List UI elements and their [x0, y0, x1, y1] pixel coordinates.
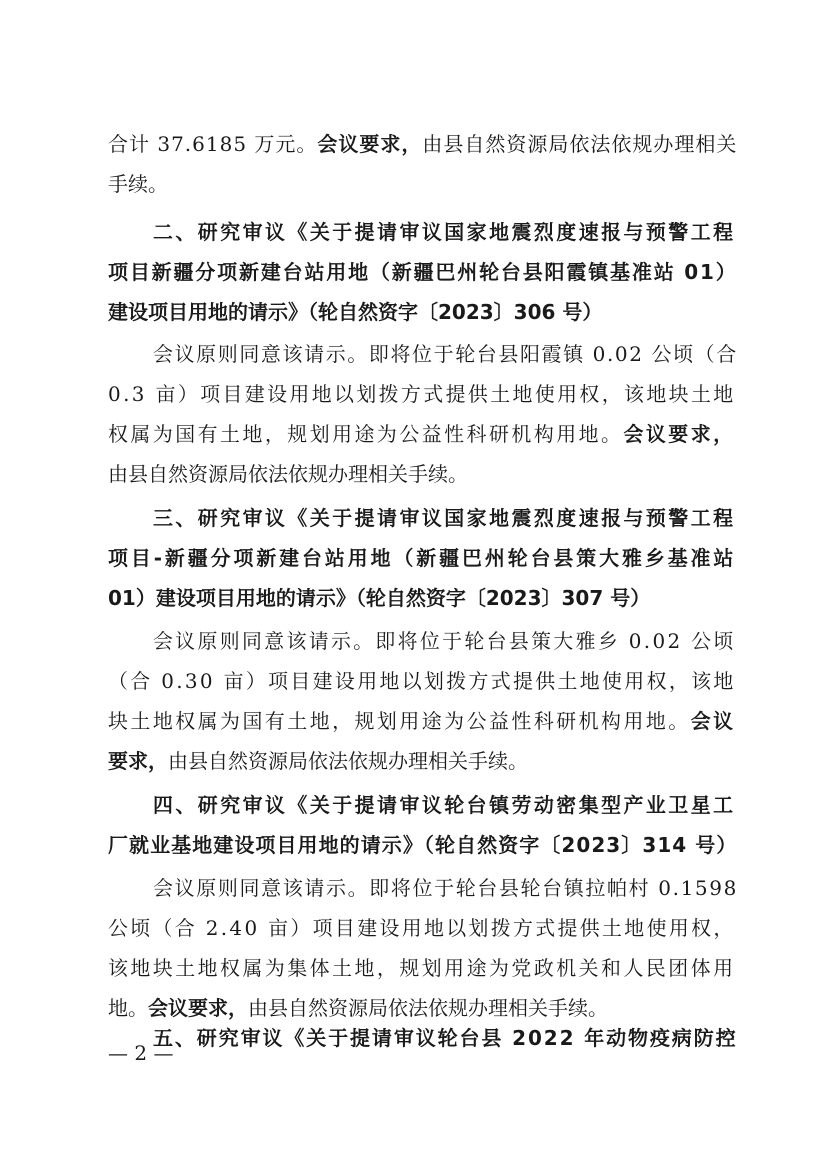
text-segment: 权属为国有土地，规划用途为公益性科研机构用地。 — [108, 422, 624, 446]
section-heading-line — [108, 825, 737, 865]
body-text-line — [108, 701, 736, 741]
text-segment: 由县自然资源局依法依规办理相关手续。 — [108, 462, 468, 486]
body-text-line — [153, 621, 736, 661]
text-segment: 地。 — [108, 996, 148, 1020]
emphasis-text: 01）建设项目用地的请示》（轮自然资字〔2023〕307 号） — [108, 586, 651, 610]
section-heading-line — [153, 498, 736, 538]
section-heading-line — [153, 1018, 737, 1058]
body-text-line — [108, 908, 736, 948]
section-heading-line — [153, 212, 736, 252]
body-text-line — [108, 124, 737, 164]
emphasis-text: 三、研究审议《关于提请审议国家地震烈度速报与预警工程 — [153, 506, 736, 530]
text-segment: 手续。 — [108, 172, 168, 196]
body-text-line — [108, 661, 736, 701]
section-heading-line — [153, 785, 736, 825]
section-heading-line — [108, 538, 736, 578]
body-text-line — [153, 334, 738, 374]
emphasis-text: 项目-新疆分项新建台站用地（新疆巴州轮台县策大雅乡基准站 — [108, 546, 737, 570]
emphasis-text: 要求， — [108, 749, 168, 773]
emphasis-text: 二、研究审议《关于提请审议国家地震烈度速报与预警工程 — [153, 220, 736, 244]
emphasis-text: 会议 — [690, 709, 736, 733]
body-text-line — [108, 414, 736, 454]
emphasis-text: 项目新疆分项新建台站用地（新疆巴州轮台县阳霞镇基准站 01） — [108, 260, 738, 284]
text-segment: 合计 37.6185 万元。 — [108, 132, 318, 156]
emphasis-text: 会议要求， — [623, 422, 736, 446]
emphasis-text: 四、研究审议《关于提请审议轮台镇劳动密集型产业卫星工 — [153, 793, 736, 817]
body-text-line — [108, 741, 528, 781]
text-segment: 会议原则同意该请示。即将位于轮台县轮台镇拉帕村 0.1598 — [153, 876, 738, 900]
emphasis-text: 厂就业基地建设项目用地的请示》（轮自然资字〔2023〕314 号） — [108, 833, 738, 857]
text-segment: 0.3 亩）项目建设用地以划拨方式提供土地使用权，该地块土地 — [108, 382, 736, 406]
emphasis-text: 建设项目用地的请示》（轮自然资字〔2023〕306 号） — [108, 300, 603, 324]
text-segment: （合 0.30 亩）项目建设用地以划拨方式提供土地使用权，该地 — [108, 669, 736, 693]
text-segment: 由县自然资源局依法依规办理相关 — [422, 132, 738, 156]
body-text-line — [108, 454, 468, 494]
section-heading-line — [108, 292, 602, 332]
text-segment: 该地块土地权属为集体土地，规划用途为党政机关和人民团体用 — [108, 956, 736, 980]
text-segment: 块土地权属为国有土地，规划用途为公益性科研机构用地。 — [108, 709, 691, 733]
body-text-line — [108, 948, 736, 988]
section-heading-line — [108, 252, 738, 292]
body-text-line — [153, 868, 738, 908]
page-number: — 2 — — [108, 1041, 174, 1065]
emphasis-text: 会议要求， — [148, 996, 248, 1020]
text-segment: 公顷（合 2.40 亩）项目建设用地以划拨方式提供土地使用权， — [108, 916, 736, 940]
emphasis-text: 会议要求， — [317, 132, 423, 156]
body-text-line — [108, 374, 736, 414]
emphasis-text: 五、研究审议《关于提请审议轮台县 2022 年动物疫病防控 — [153, 1026, 738, 1050]
text-segment: 由县自然资源局依法依规办理相关手续。 — [168, 749, 528, 773]
text-segment: 会议原则同意该请示。即将位于轮台县策大雅乡 0.02 公顷 — [153, 629, 736, 653]
text-segment: 会议原则同意该请示。即将位于轮台县阳霞镇 0.02 公顷（合 — [153, 342, 738, 366]
body-text-line — [108, 164, 168, 204]
text-segment: 由县自然资源局依法依规办理相关手续。 — [248, 996, 608, 1020]
section-heading-line — [108, 578, 650, 618]
